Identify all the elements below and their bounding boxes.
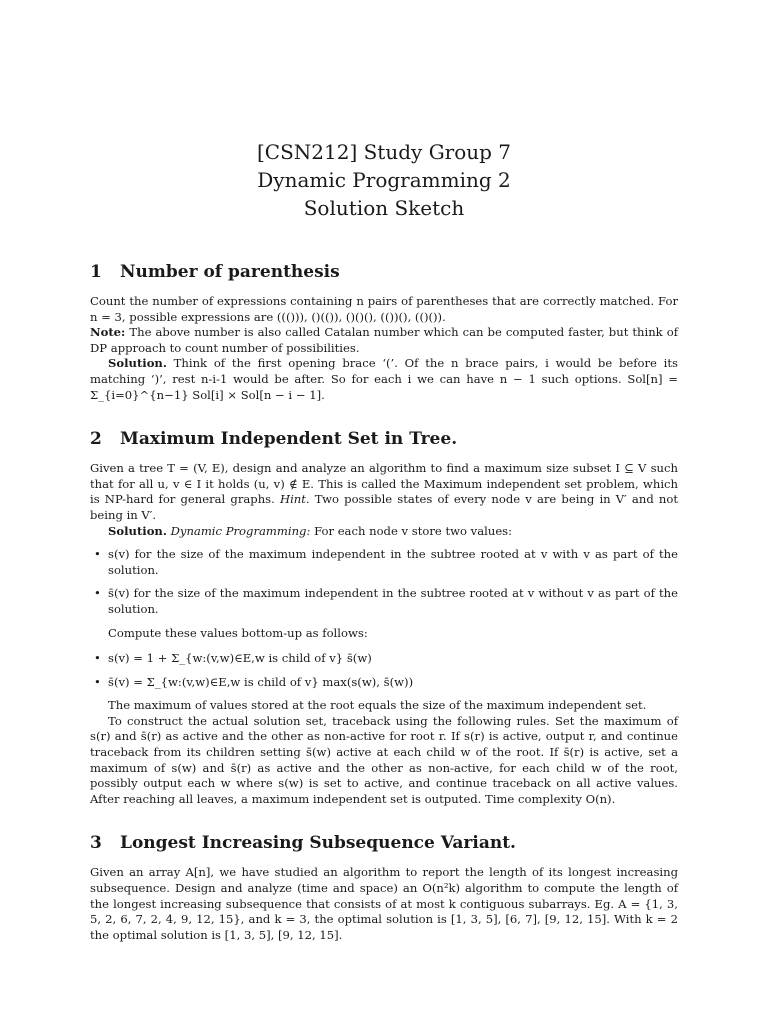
list-item: • s̄(v) = Σ_{w:(v,w)∈E,w is child of v} max(s(w), s̄(w)) [90, 675, 678, 691]
section-1-heading [90, 262, 678, 282]
document-page [90, 138, 678, 943]
problem-text: Given a tree T = (V, E), design and analyze an algorithm to find a maximum size subset I ⊆ V such that for all u, v ∈ I it holds (u, v) ∉ E. This is called the Maximum independent set problem, which is NP-hard for general graphs. [90, 461, 678, 507]
section-3-number: 3 [90, 833, 102, 854]
traceback-text: To construct the actual solution set, traceback using the following rules. Set the maximum of s(r) and s̄(r) as active and the other as non-active for root r. If s(r) is active, output r, and continue traceback from its children setting s̄(w) active at each child w of the root. If s̄(r) is active, set a maximum of s(w) and s̄(r) as active and the other as non-active, for each child w of the root, possibly output each w where s(w) is set to active, and continue traceback on all active values. After reaching all leaves, a maximum independent set is outputed. Time complexity O(n). [90, 713, 678, 806]
solution-text: For each node v store two values: [310, 523, 513, 538]
solution-label: Solution. [108, 523, 167, 538]
solution-label: Solution. [108, 356, 167, 371]
note-text: The above number is also called Catalan number which can be computed faster, but think of DP approach to count number of possibilities. [90, 325, 678, 355]
section-3-heading [90, 833, 678, 853]
title-line-2: Dynamic Programming 2 [257, 168, 511, 192]
hint-text: Two possible states of every node v are being in V′ and not being in V′. [90, 492, 678, 522]
section-3-title: Longest Increasing Subsequence Variant. [120, 833, 516, 854]
solution-dp-label: Dynamic Programming: [170, 523, 311, 538]
title-line-3: Solution Sketch [303, 196, 465, 220]
recurrence-list [90, 651, 678, 690]
section-2-problem [90, 461, 678, 523]
value-definitions-list [90, 547, 678, 617]
list-item: • s̄(v) for the size of the maximum independent in the subtree rooted at v without v as part of the solution. [90, 586, 678, 617]
section-1 [90, 262, 678, 403]
solution-text: Think of the first opening brace ‘(’. Of the n brace pairs, i would be before its matching ‘)’, rest n-i-1 would be after. So for each i we can have n − 1 such options. Sol[n] = Σ_{i=0}^{n−1} Sol[i] × Sol[n − i − 1]. [90, 356, 678, 402]
section-3-problem: Given an array A[n], we have studied an algorithm to report the length of its longest increasing subsequence. Design and analyze (time and space) an O(n²k) algorithm to compute the length of the longest increasing subsequence that consists of at most k contiguous subarrays. Eg. A = {1, 3, 5, 2, 6, 7, 2, 4, 9, 12, 15}, and k = 3, the optimal solution is [1, 3, 5], [6, 7], [9, 12, 15]. With k = 2 the optimal solution is [1, 3, 5], [9, 12, 15]. [90, 865, 678, 942]
section-2 [90, 429, 678, 807]
section-2-number: 2 [90, 429, 102, 450]
list-item: • s(v) = 1 + Σ_{w:(v,w)∈E,w is child of v} s̄(w) [90, 651, 678, 667]
hint-label: Hint. [279, 492, 310, 507]
section-1-problem: Count the number of expressions containing n pairs of parentheses that are correctly matched. For n = 3, possible expressions are ((())), ()(()), ()()(), (())(), (()()). [90, 294, 678, 324]
list-item: • s(v) for the size of the maximum independent in the subtree rooted at v with v as part of the solution. [90, 547, 678, 578]
maximum-text: The maximum of values stored at the root equals the size of the maximum independent set. [108, 698, 647, 713]
section-3 [90, 833, 678, 943]
section-2-heading [90, 429, 678, 449]
section-1-note [90, 325, 678, 356]
section-2-title: Maximum Independent Set in Tree. [120, 429, 458, 450]
note-label: Note: [90, 325, 126, 340]
section-1-title: Number of parenthesis [120, 262, 340, 282]
compute-text: Compute these values bottom-up as follows: [108, 625, 368, 640]
title-line-1: [CSN212] Study Group 7 [256, 140, 512, 164]
section-2-solution [90, 524, 678, 540]
section-1-solution [90, 356, 678, 403]
document-title [90, 138, 678, 222]
section-1-number: 1 [90, 262, 102, 282]
